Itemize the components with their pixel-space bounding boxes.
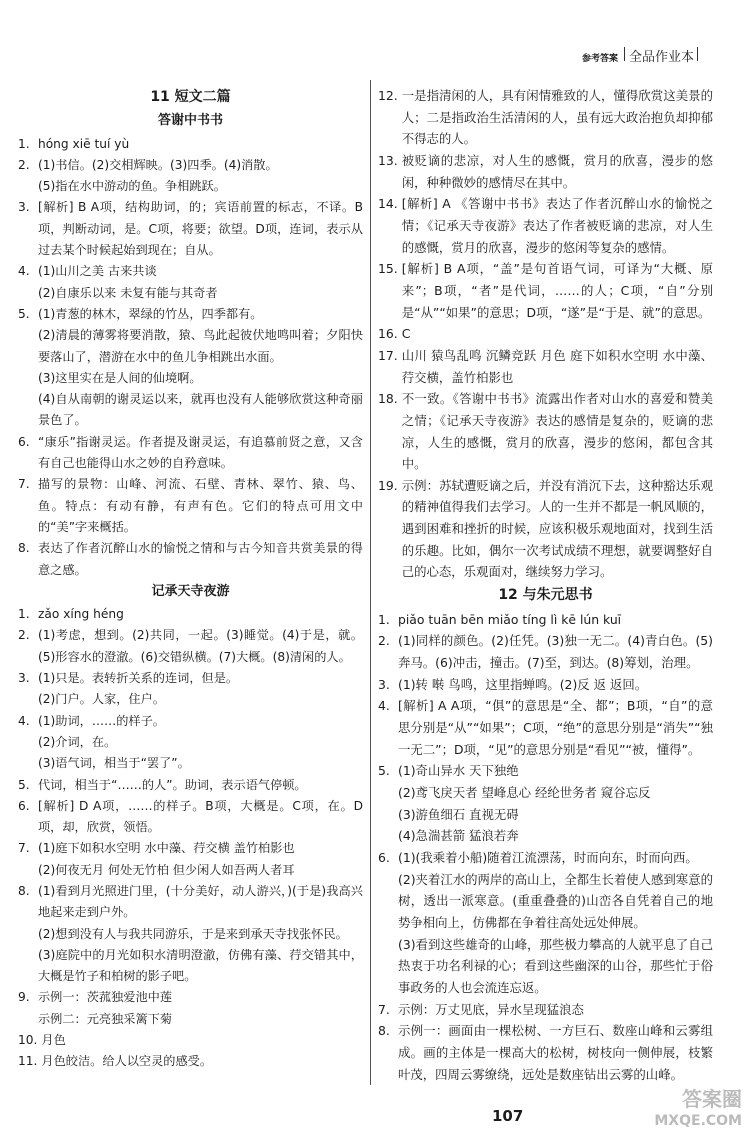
item-text: [解析] D A项，……的样子。B项，大概是。C项，在。D项，却，欣赏，领悟。	[38, 798, 363, 835]
answer-item	[18, 838, 363, 859]
item-text: (3)庭院中的月光如积水清明澄澈，仿佛有藻、荇交错其中，大概是竹子和柏树的影子吧。	[38, 947, 363, 984]
item-number: 18.	[378, 391, 398, 407]
item-number: 5.	[18, 306, 30, 321]
item-number: 5.	[378, 763, 390, 779]
item-text: (2)自康乐以来 未复有能与其奇者	[38, 285, 218, 300]
answer-item	[18, 689, 363, 710]
answer-item	[18, 668, 363, 689]
item-text: (3)这里实在是人间的仙境啊。	[38, 370, 202, 385]
item-text: 被贬谪的悲凉，对人生的感慨，赏月的欣喜，漫步的悠闲，种种微妙的感情尽在其中。	[401, 152, 713, 190]
item-number	[18, 689, 38, 710]
header-bar-right	[697, 47, 698, 61]
answer-item	[18, 134, 363, 155]
item-number: 11.	[18, 1054, 38, 1069]
answer-item	[18, 1009, 363, 1030]
item-number: 6.	[378, 849, 390, 865]
answer-item	[18, 945, 363, 988]
item-text: 示例：苏轼遭贬谪之后，并没有消沉下去，这种豁达乐观的精神值得我们去学习。人的一生并不都是一帆风顺的，遇到困难和挫折的时候，应该积极乐观地面对，找到生活的乐趣。比如，偶尔一次考试成绩不理想，就要调整好自己的心态，乐观面对，继续努力学习。	[401, 477, 713, 580]
item-number: 10.	[18, 1033, 38, 1048]
item-text: [解析] B A项，结构助词，的；宾语前置的标志，不译。B项，判断动词，是。C项，将要；欲望。D项，连词，表示从过去某个时候起始到现在；自从。	[38, 200, 363, 258]
section-title: 12 与朱元思书	[498, 587, 593, 604]
subsection-title: 答谢中书书	[157, 113, 223, 129]
item-text: zǎo xíng héng	[38, 607, 124, 622]
item-text: (1)同样的颜色。(2)任凭。(3)独一无二。(4)青白色。(5)奔马。(6)冲击，撞击。(7)至，到达。(8)筹划，治理。	[398, 633, 713, 671]
answer-item	[18, 155, 363, 176]
item-text: “康乐”指谢灵运。作者提及谢灵运，有追慕前贤之意，又含有自己也能得山水之妙的自矜意味。	[38, 434, 363, 471]
item-text: (1)考虑，想到。(2)共同，一起。(3)睡觉。(4)于是，就。(5)形容水的澄澈。(6)交错纵横。(7)大概。(8)清闲的人。	[38, 628, 363, 664]
answer-item	[378, 760, 713, 782]
item-number	[18, 945, 38, 988]
answer-item	[18, 711, 363, 732]
watermark-logo	[612, 1088, 742, 1134]
answer-item	[18, 881, 363, 924]
answer-item	[378, 934, 713, 999]
item-text: 不一致。《答谢中书书》流露出作者对山水的喜爱和赞美之情；《记承天寺夜游》表达的感情是复杂的，贬谪的悲凉，人生的感慨，赏月的欣喜，漫步的悠闲，都包含其中。	[401, 391, 713, 472]
item-number: 12.	[378, 88, 398, 103]
item-text: (2)夹着江水的两岸的高山上，全都生长着使人感到寒意的树，透出一派寒意。(重重叠叠的)山峦各自凭着自己的地势争相向上，仿佛都在争着往高处远处伸展。	[398, 871, 713, 930]
item-text: 示例一：茨菰独爱池中莲	[38, 990, 173, 1005]
item-text: (1)山川之美 古来共谈	[38, 264, 157, 279]
answer-item	[18, 1030, 363, 1051]
item-number: 14.	[378, 196, 398, 212]
item-number: 3.	[18, 671, 30, 686]
answer-item	[18, 176, 363, 197]
item-text: hóng xiē tuí yù	[38, 136, 130, 151]
item-number: 1.	[378, 611, 390, 627]
item-text: 示例二：元亮独采篱下菊	[38, 1011, 173, 1026]
item-text: 山川 猿鸟乱鸣 沉鳞竞跃 月色 庭下如积水空明 水中藻、荇交横，盖竹柏影也	[401, 347, 713, 385]
item-text: 代词，相当于“……的人”。助词，表示语气停顿。	[38, 777, 307, 792]
item-number: 6.	[18, 798, 30, 813]
answer-item	[18, 775, 363, 796]
page-header	[582, 46, 698, 65]
answer-item	[378, 1020, 713, 1085]
answer-item	[378, 674, 713, 696]
answer-item	[18, 304, 363, 325]
answer-item	[378, 804, 713, 826]
item-text: (2)介词，在。	[38, 734, 117, 749]
item-number	[18, 325, 38, 368]
item-text: 示例：万丈见底，异水呈现猛浪态	[398, 1001, 584, 1017]
item-text: C	[401, 326, 411, 342]
item-text: (1)看到月光照进门里，(十分美好，动人游兴，)(于是)我高兴地起来走到户外。	[38, 883, 363, 920]
item-number	[18, 924, 38, 945]
item-number: 3.	[18, 200, 30, 215]
item-number	[378, 804, 398, 826]
item-text: (2)鸢飞戾天者 望峰息心 经纶世务者 窥谷忘反	[398, 785, 651, 800]
watermark-text-cn: 答案圈	[682, 1087, 742, 1111]
answer-item	[378, 85, 713, 150]
answer-item	[18, 753, 363, 774]
section-title: 11 短文二篇	[150, 89, 231, 105]
item-number: 4.	[378, 698, 390, 714]
answer-item	[378, 345, 713, 388]
answer-item	[18, 860, 363, 881]
item-text: [解析] A 《答谢中书书》表达了作者沉醉山水的愉悦之情；《记承天寺夜游》表达了作者被贬谪的悲凉，对人生的感慨，赏月的欣喜，漫步的悠闲等复杂的感情。	[401, 196, 713, 255]
answer-item	[378, 825, 713, 847]
answer-item	[18, 261, 363, 282]
item-number: 3.	[378, 676, 390, 692]
answer-item	[378, 258, 713, 323]
subsection-title: 记承天寺夜游	[151, 583, 230, 599]
answer-item	[18, 368, 363, 389]
column-divider	[370, 80, 371, 1085]
answer-item	[18, 474, 363, 538]
item-number	[378, 782, 398, 804]
right-column	[378, 85, 713, 1085]
item-number: 1.	[18, 136, 30, 151]
answer-item	[18, 732, 363, 753]
item-number: 7.	[378, 1001, 390, 1017]
item-number	[378, 934, 398, 999]
item-number: 4.	[18, 713, 30, 728]
item-text: 月色皎洁。给人以空灵的感受。	[41, 1054, 213, 1069]
item-text: (1)奇山异水 天下独绝	[398, 763, 519, 779]
answer-item	[378, 323, 713, 345]
item-number: 2.	[18, 628, 30, 643]
item-number: 8.	[18, 883, 30, 898]
brand-title: 全品作业本	[628, 50, 694, 65]
answer-item	[378, 999, 713, 1021]
item-number	[378, 825, 398, 847]
item-number: 13.	[378, 152, 398, 168]
answer-item	[378, 695, 713, 760]
answer-item	[18, 325, 363, 368]
item-text: (2)何夜无月 何处无竹柏 但少闲人如吾两人者耳	[38, 862, 295, 877]
item-text: 一是指清闲的人，具有闲情雅致的人，懂得欣赏这美景的人；二是指政治生活清闲的人，虽有远大政治抱负却抑郁不得志的人。	[401, 88, 713, 147]
item-number: 7.	[18, 477, 30, 492]
item-text: (1)书信。(2)交相辉映。(3)四季。(4)消散。	[38, 157, 278, 172]
item-text: (2)清晨的薄雾将要消散，猿、鸟此起彼伏地鸣叫着；夕阳快要落山了，潜游在水中的鱼儿争相跳出水面。	[38, 328, 363, 364]
item-number: 17.	[378, 347, 398, 363]
item-number	[18, 1009, 38, 1030]
item-text: 表达了作者沉醉山水的愉悦之情和与古今知音共赏美景的得意之感。	[38, 541, 363, 577]
item-text: (1)助词，……的样子。	[38, 713, 165, 728]
answer-item	[378, 150, 713, 193]
item-number: 7.	[18, 841, 30, 856]
item-text: (2)想到没有人与我共同游乐，于是来到承天寺找张怀民。	[38, 926, 348, 941]
item-text: (5)指在水中游动的鱼。争相跳跃。	[38, 179, 226, 194]
item-number: 2.	[378, 633, 390, 649]
answer-item	[18, 538, 363, 581]
answer-item	[378, 847, 713, 869]
item-text: (1)转 啭 鸟鸣，这里指蝉鸣。(2)反 返 返回。	[398, 676, 648, 692]
answer-item	[378, 609, 713, 631]
watermark-text-url: MXQE.COM	[654, 1113, 742, 1129]
item-number	[378, 869, 398, 934]
item-number	[18, 753, 38, 774]
item-number: 4.	[18, 264, 30, 279]
answer-key-label: 参考答案	[581, 54, 618, 64]
item-number: 5.	[18, 777, 30, 792]
answer-item	[18, 625, 363, 668]
left-column	[18, 85, 363, 1073]
item-text: (4)自从南朝的谢灵运以来，就再也没有人能够欣赏这种奇丽景色了。	[38, 392, 363, 428]
answer-item	[378, 782, 713, 804]
page-number: 107	[492, 1107, 524, 1125]
item-number: 16.	[378, 326, 398, 342]
item-text: (1)青葱的林木，翠绿的竹丛，四季都有。	[38, 306, 263, 321]
item-text: piǎo tuān bēn miǎo tíng lì kē lún kuī	[398, 611, 622, 627]
item-number: 8.	[18, 541, 30, 556]
item-text: 月色	[41, 1033, 66, 1048]
answer-item	[18, 283, 363, 304]
item-text: (1)(我乘着小船)随着江流漂荡，时而向东，时而向西。	[398, 849, 698, 865]
answer-item	[378, 869, 713, 934]
item-number: 2.	[18, 157, 30, 172]
item-text: [解析] B A项，“盖”是句首语气词，可译为“大概、原来”；B项，“者”是代词，……的人；C项，“自”分别是“从”“如果”的意思；D项，“遂”是“于是、就”的意思。	[401, 261, 713, 320]
item-text: (4)急湍甚箭 猛浪若奔	[398, 828, 519, 844]
item-number: 8.	[378, 1023, 390, 1039]
item-number	[18, 732, 38, 753]
item-text: (1)庭下如积水空明 水中藻、荇交横 盖竹柏影也	[38, 841, 295, 856]
answer-item	[378, 630, 713, 673]
answer-item	[378, 193, 713, 258]
item-text: (2)门户。人家，住户。	[38, 692, 165, 707]
item-number: 9.	[18, 990, 30, 1005]
item-text: (3)语气词，相当于“罢了”。	[38, 756, 190, 771]
item-text: 示例一：画面由一棵松树、一方巨石、数座山峰和云雾组成。画的主体是一棵高大的松树，树枝向一侧伸展，枝繁叶茂，四周云雾缭绕，远处是数座钻出云雾的山峰。	[398, 1023, 713, 1082]
answer-item	[18, 604, 363, 625]
item-text: 描写的景物：山峰、河流、石壁、青林、翠竹、猿、鸟、鱼。特点：有动有静，有声有色。它们的特点可用文中的“美”字来概括。	[38, 477, 363, 534]
item-text: (3)看到这些雄奇的山峰，那些极力攀高的人就平息了自己热衷于功名利禄的心；看到这些幽深的山谷，那些忙于俗事政务的人也会流连忘返。	[398, 936, 713, 995]
header-bar-left	[624, 47, 625, 61]
answer-item	[18, 1051, 363, 1072]
item-number: 19.	[378, 477, 398, 493]
answer-item	[18, 924, 363, 945]
item-text: (1)只是。表转折关系的连词，但是。	[38, 671, 239, 686]
answer-item	[18, 987, 363, 1008]
item-text: (3)游鱼细石 直视无碍	[398, 806, 519, 822]
item-number	[18, 860, 38, 881]
item-number: 6.	[18, 434, 30, 449]
item-number	[18, 176, 38, 197]
item-number	[18, 283, 38, 304]
answer-item	[378, 475, 713, 583]
item-number: 1.	[18, 607, 30, 622]
answer-item	[378, 388, 713, 475]
answer-item	[18, 432, 363, 475]
item-number	[18, 389, 38, 432]
item-number: 15.	[378, 261, 398, 277]
answer-item	[18, 796, 363, 839]
item-text: [解析] A A项，“俱”的意思是“全、都”；B项，“自”的意思分别是“从”“如果”；C项，“绝”的意思分别是“消失”“独一无二”；D项，“见”的意思分别是“看见”“被，懂得”。	[398, 698, 713, 757]
answer-item	[18, 389, 363, 432]
item-number	[18, 368, 38, 389]
answer-item	[18, 197, 363, 261]
